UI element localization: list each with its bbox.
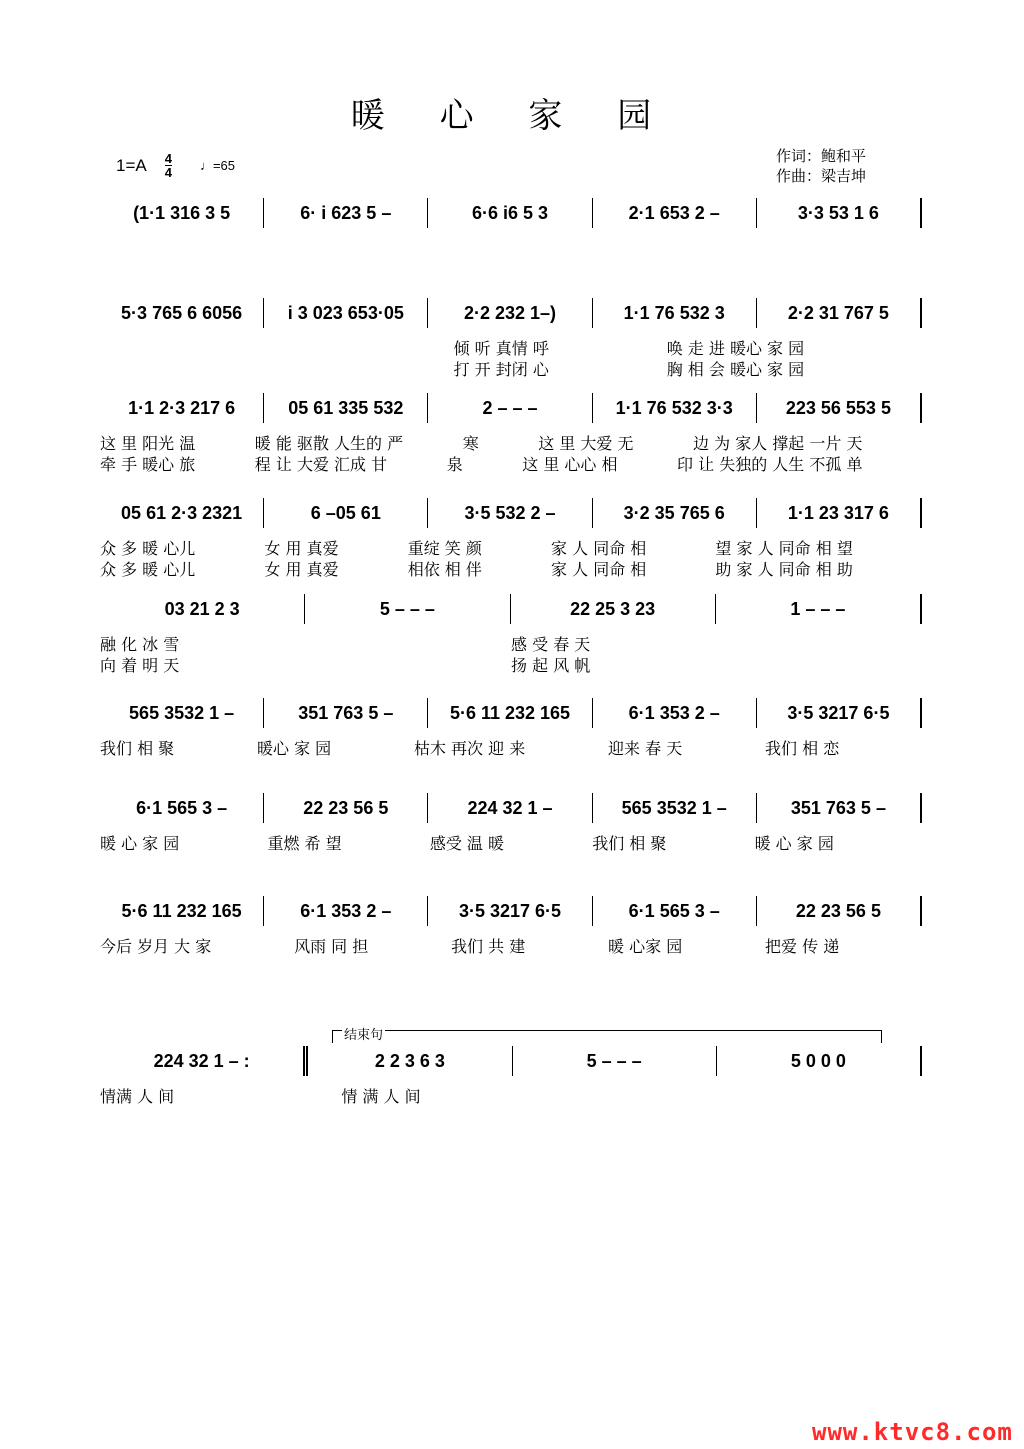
measure: 2 – – – xyxy=(428,393,592,423)
measure: 6· i 623 5 – xyxy=(264,198,428,228)
lyric-segment: 这 里 阳光 温 xyxy=(100,434,196,453)
measure: 5 – – – xyxy=(305,594,510,624)
notes-line xyxy=(100,596,922,624)
notes-line xyxy=(100,500,922,528)
lyric-segment: 我们 相 聚 xyxy=(100,739,175,758)
measure: 6·1 565 3 – xyxy=(593,896,757,926)
lyric-line xyxy=(100,833,922,854)
measure: 1·1 23 317 6 xyxy=(757,498,922,528)
lyric-segment xyxy=(100,359,218,380)
measure: 1·1 76 532 3·3 xyxy=(593,393,757,423)
score-row xyxy=(100,795,922,854)
lyric-segment: 向 着 明 天 xyxy=(100,656,180,675)
lyric-segment: 暖 能 驱散 人生的 严 xyxy=(254,434,404,453)
lyric-line xyxy=(100,433,922,454)
lyric-segment: 胸 相 会 暖心 家 园 xyxy=(666,360,805,379)
lyric-segment: 女 用 真爱 xyxy=(264,560,339,579)
lyric-segment xyxy=(756,655,922,676)
score-row xyxy=(100,200,922,228)
lyric-segment: 唤 走 进 暖心 家 园 xyxy=(666,339,805,358)
measure: 1·1 2·3 217 6 xyxy=(100,393,264,423)
lyric-segment xyxy=(336,359,454,380)
measure: 1·1 76 532 3 xyxy=(593,298,757,328)
measure: 2·1 653 2 – xyxy=(593,198,757,228)
measure: 565 3532 1 – xyxy=(100,698,264,728)
measure: 224 32 1 – : xyxy=(100,1046,308,1076)
measure: 5 – – – xyxy=(513,1046,717,1076)
measure: 22 23 56 5 xyxy=(264,793,428,823)
measure: 5·6 11 232 165 xyxy=(100,896,264,926)
lyric-segment xyxy=(100,338,218,359)
meter-bottom: 4 xyxy=(164,165,172,180)
measure: 3·5 532 2 – xyxy=(428,498,592,528)
lyric-segment: 情满 人 间 xyxy=(100,1087,175,1106)
notes-line xyxy=(100,700,922,728)
score-row xyxy=(100,500,922,580)
measure: i 3 023 653·05 xyxy=(264,298,428,328)
lyric-line xyxy=(100,338,922,359)
lyric-line xyxy=(100,359,922,380)
measure: 5·3 765 6 6056 xyxy=(100,298,264,328)
song-title: 暖 心 家 园 xyxy=(350,96,674,136)
measure: 5 0 0 0 xyxy=(717,1046,922,1076)
lyric-segment: 情 满 人 间 xyxy=(341,1087,421,1106)
lyric-segment: 我们 相 聚 xyxy=(592,834,667,853)
measure: 3·3 53 1 6 xyxy=(757,198,922,228)
lyric-segment: 扬 起 风 帆 xyxy=(511,656,591,675)
coda-bracket xyxy=(332,1030,882,1043)
lyric-segment: 风雨 同 担 xyxy=(294,937,369,956)
lyric-segment xyxy=(218,359,336,380)
key-label: 1=A xyxy=(116,155,147,175)
measure: 6 –05 61 xyxy=(264,498,428,528)
lyric-segment: 家 人 同命 相 xyxy=(551,539,647,558)
measure: 5·6 11 232 165 xyxy=(428,698,592,728)
measure: 3·5 3217 6·5 xyxy=(428,896,592,926)
lyric-segment xyxy=(218,338,336,359)
lyric-line xyxy=(100,936,922,957)
lyric-segment: 众 多 暖 心儿 xyxy=(100,539,196,558)
measure: 565 3532 1 – xyxy=(593,793,757,823)
lyric-line xyxy=(100,738,922,759)
measure: 03 21 2 3 xyxy=(100,594,305,624)
site-watermark: www.ktvc8.com xyxy=(812,1418,1013,1446)
measure: 22 23 56 5 xyxy=(757,896,922,926)
notes-line xyxy=(100,898,922,926)
notes-line xyxy=(100,300,922,328)
lyric-segment: 印 让 失独的 人生 不孤 单 xyxy=(677,455,863,474)
lyric-segment: 我们 共 建 xyxy=(451,937,526,956)
lyric-segment: 这 里 大爱 无 xyxy=(538,434,634,453)
lyric-segment: 重燃 希 望 xyxy=(267,834,342,853)
lyric-segment: 边 为 家人 撑起 一片 天 xyxy=(693,434,863,453)
lyric-segment: 迎来 春 天 xyxy=(608,739,683,758)
measure: 1 – – – xyxy=(716,594,922,624)
notes-line xyxy=(100,395,922,423)
notes-line xyxy=(100,795,922,823)
measure: (1·1 316 3 5 xyxy=(100,198,264,228)
lyric-line xyxy=(100,655,922,676)
lyric-line xyxy=(100,634,922,655)
lyric-segment: 望 家 人 同命 相 望 xyxy=(715,539,853,558)
measure: 2·2 31 767 5 xyxy=(757,298,922,328)
lyric-line xyxy=(100,1086,922,1107)
lyric-segment: 暖 心家 园 xyxy=(608,937,683,956)
notes-line xyxy=(100,200,922,228)
measure: 6·1 565 3 – xyxy=(100,793,264,823)
measure: 6·1 353 2 – xyxy=(593,698,757,728)
meter-top: 4 xyxy=(164,151,172,166)
notes-line xyxy=(100,1048,922,1076)
lyric-segment: 这 里 心心 相 xyxy=(522,455,618,474)
lyric-segment: 暖 心 家 园 xyxy=(754,834,834,853)
lyric-line xyxy=(100,559,922,580)
lyric-segment: 把爱 传 递 xyxy=(765,937,840,956)
lyric-segment: 家 人 同命 相 xyxy=(551,560,647,579)
lyric-segment: 感 受 春 天 xyxy=(511,635,591,654)
lyric-segment: 相依 相 伴 xyxy=(407,560,482,579)
lyric-segment xyxy=(345,634,511,655)
credits xyxy=(776,146,866,186)
lyric-line xyxy=(100,454,922,475)
measure: 2·2 232 1–) xyxy=(428,298,592,328)
score-row xyxy=(100,596,922,676)
coda-label: 结束句 xyxy=(342,1024,385,1043)
lyric-segment: 感受 温 暖 xyxy=(429,834,505,853)
lyric-segment: 暖心 家 园 xyxy=(256,739,332,758)
lyric-segment: 我们 相 恋 xyxy=(765,739,840,758)
score-row xyxy=(100,1048,922,1107)
lyric-segment: 倾 听 真情 呼 xyxy=(453,339,549,358)
measure: 3·5 3217 6·5 xyxy=(757,698,922,728)
lyric-segment: 今后 岁月 大 家 xyxy=(100,937,212,956)
score-row xyxy=(100,700,922,759)
measure: 2 2 3 6 3 xyxy=(308,1046,512,1076)
lyric-segment: 众 多 暖 心儿 xyxy=(100,560,196,579)
measure: 223 56 553 5 xyxy=(757,393,922,423)
lyric-segment: 枯木 再次 迎 来 xyxy=(413,739,526,758)
lyric-segment: 打 开 封闭 心 xyxy=(453,360,549,379)
lyric-segment xyxy=(588,1086,755,1107)
lyric-segment: 程 让 大爱 汇成 甘 xyxy=(254,455,388,474)
lyric-segment: 暖 心 家 园 xyxy=(100,834,180,853)
score-row xyxy=(100,300,922,380)
measure: 351 763 5 – xyxy=(757,793,922,823)
lyricist: 作词：鲍和平 xyxy=(776,147,867,165)
lyric-segment: 重绽 笑 颜 xyxy=(407,539,482,558)
lyric-segment: 寒 xyxy=(462,434,479,453)
measure: 6·1 353 2 – xyxy=(264,896,428,926)
lyric-segment: 女 用 真爱 xyxy=(264,539,339,558)
lyric-segment xyxy=(336,338,454,359)
measure: 22 25 3 23 xyxy=(511,594,716,624)
score-row xyxy=(100,395,922,475)
lyric-line xyxy=(100,538,922,559)
lyric-segment: 牵 手 暖心 旅 xyxy=(100,455,196,474)
composer: 作曲：梁吉坤 xyxy=(776,167,867,185)
lyric-segment xyxy=(345,655,511,676)
measure: 05 61 335 532 xyxy=(264,393,428,423)
measure: 224 32 1 – xyxy=(428,793,592,823)
measure: 351 763 5 – xyxy=(264,698,428,728)
lyric-segment: 泉 xyxy=(446,455,463,474)
lyric-segment xyxy=(755,1086,922,1107)
tempo-marking: ♩=65 xyxy=(199,158,236,173)
measure: 6·6 i6 5 3 xyxy=(428,198,592,228)
measure: 05 61 2·3 2321 xyxy=(100,498,264,528)
lyric-segment: 融 化 冰 雪 xyxy=(100,635,180,654)
score-row xyxy=(100,898,922,957)
key-signature xyxy=(116,152,235,179)
lyric-segment: 助 家 人 同命 相 助 xyxy=(715,560,853,579)
measure: 3·2 35 765 6 xyxy=(593,498,757,528)
time-signature xyxy=(165,152,172,179)
lyric-segment xyxy=(756,634,922,655)
